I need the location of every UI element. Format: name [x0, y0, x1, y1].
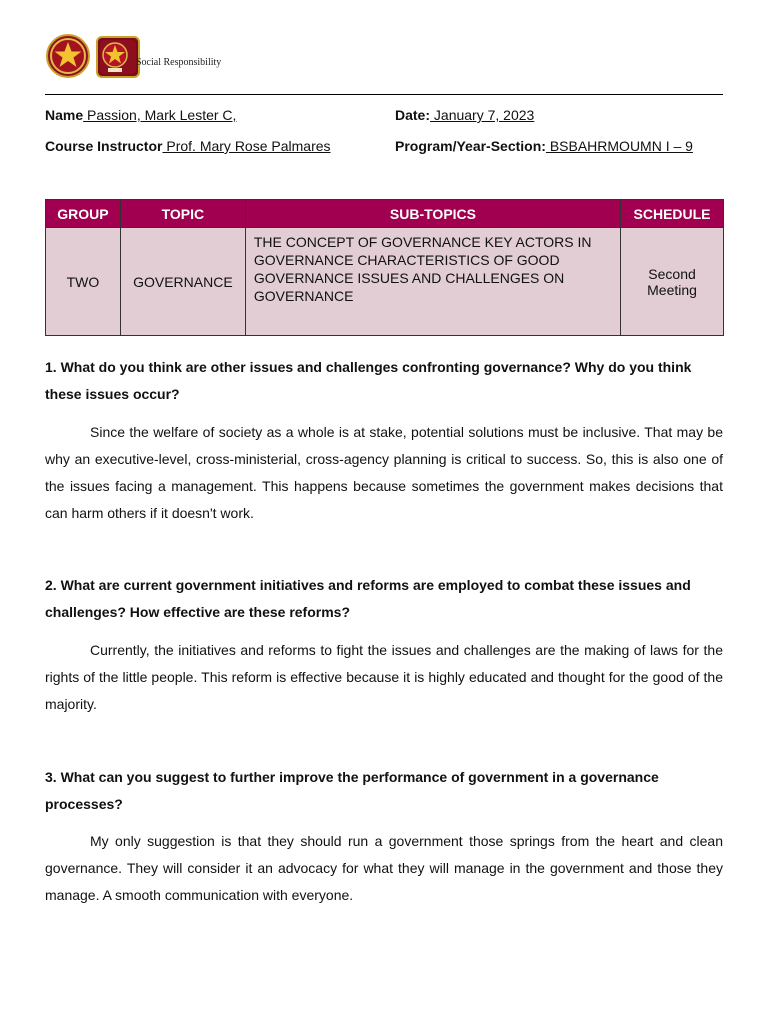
date-line [395, 107, 534, 123]
cell-topic: GOVERNANCE [120, 228, 245, 336]
cell-schedule: Second Meeting [621, 228, 724, 336]
name-label: Name [45, 107, 84, 123]
question-1: 1. What do you think are other issues and challenges confronting governance? Why do you think these issues occur? [45, 359, 692, 402]
header-divider [45, 94, 723, 95]
question-2: 2. What are current government initiatives and reforms are employed to combat these issues and challenges? How effective are these reforms? [45, 577, 691, 620]
program-label: Program/Year-Section: [395, 138, 546, 154]
star-seal-icon [46, 34, 90, 78]
answer-2: Currently, the initiatives and reforms to fight the issues and challenges are the making of laws for the rights of the little people. This reform is effective because it is highly educated and thought for the good of the majority. [45, 642, 723, 712]
cell-group: TWO [46, 228, 121, 336]
header-group: GROUP [46, 200, 121, 228]
answer-3: My only suggestion is that they should run a government those springs from the heart and clean governance. They will consider it an advocacy for what they will manage in the government and those they manage. A smooth communication with everyone. [45, 833, 723, 903]
instructor-value: Prof. Mary Rose Palmares [162, 138, 331, 154]
answer-1: Since the welfare of society as a whole is at stake, potential solutions must be inclusive. That may be why an executive-level, cross-ministerial, cross-agency planning is critical to success. So, this is also one of the issues facing a management. This happens because sometimes the government makes decisions that can harm others if it doesn't work. [45, 424, 723, 521]
header-tagline: Social Responsibility [136, 57, 222, 68]
name-value: Passion, Mark Lester C, [83, 107, 237, 123]
table-header-row [46, 200, 724, 228]
program-line [395, 138, 693, 154]
table-row [46, 228, 724, 336]
instructor-line [45, 138, 331, 154]
header-topic: TOPIC [120, 200, 245, 228]
instructor-label: Course Instructor [45, 138, 163, 154]
name-line [45, 107, 236, 123]
header-schedule: SCHEDULE [621, 200, 724, 228]
date-value: January 7, 2023 [430, 107, 535, 123]
cell-subtopics: THE CONCEPT OF GOVERNANCE KEY ACTORS IN GOVERNANCE CHARACTERISTICS OF GOOD GOVERNANCE ISSUES AND CHALLENGES ON GOVERNANCE [245, 228, 620, 336]
question-3: 3. What can you suggest to further improve the performance of government in a governance processes? [45, 769, 659, 812]
topics-table [45, 199, 724, 336]
program-value: BSBAHRMOUMN I – 9 [545, 138, 693, 154]
header-logos [44, 34, 144, 74]
header-subtopics: SUB-TOPICS [245, 200, 620, 228]
university-seal-icon [96, 36, 140, 78]
date-label: Date: [395, 107, 431, 123]
